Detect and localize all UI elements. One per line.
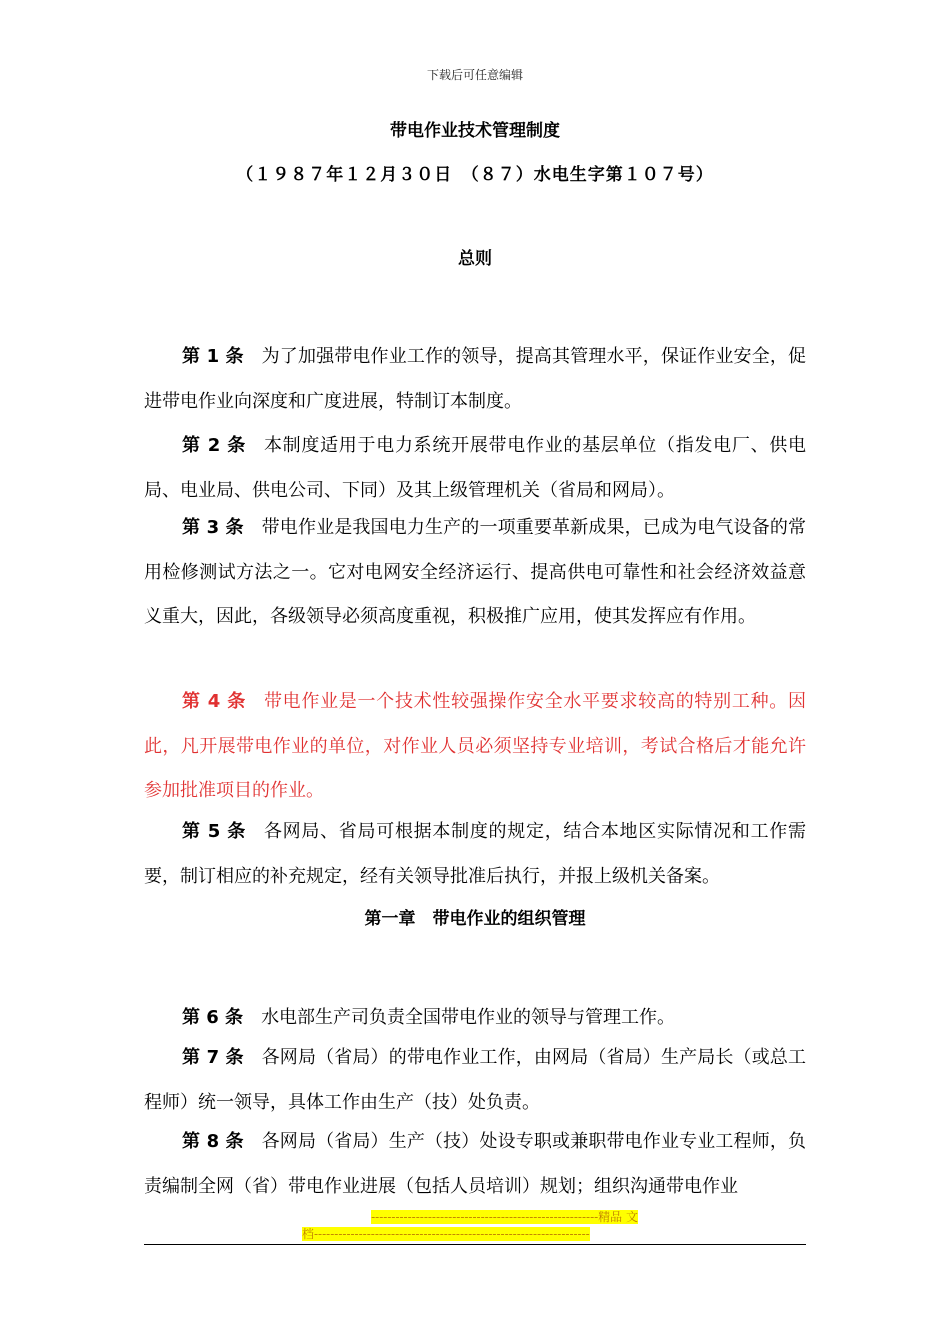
article-8 xyxy=(144,1120,806,1209)
footer-divider xyxy=(144,1244,806,1245)
article-text: 本制度适用于电力系统开展带电作业的基层单位（指发电厂、供电局、电业局、供电公司、下同）及其上级管理机关（省局和网局）。 xyxy=(144,435,807,501)
article-text: 水电部生产司负责全国带电作业的领导与管理工作。 xyxy=(261,1007,676,1028)
article-number: 第 4 条 xyxy=(182,691,246,712)
article-6 xyxy=(144,996,806,1041)
article-number: 第 1 条 xyxy=(182,346,244,367)
footer-banner-line-1: --------------------------------------------------------精品 文 xyxy=(371,1210,638,1224)
article-number: 第 2 条 xyxy=(182,435,246,456)
article-number: 第 7 条 xyxy=(182,1047,244,1068)
article-text: 各网局（省局）生产（技）处设专职或兼职带电作业专业工程师，负责编制全网（省）带电作业进展（包括人员培训）规划；组织沟通带电作业 xyxy=(144,1131,806,1197)
article-text: 各网局（省局）的带电作业工作，由网局（省局）生产局长（或总工程师）统一领导，具体工作由生产（技）处负责。 xyxy=(144,1047,806,1113)
footer-banner xyxy=(302,1209,648,1243)
article-4-highlighted xyxy=(144,680,806,814)
footer-banner-line-2: 档-------------------------------------------------------------------- xyxy=(302,1227,590,1241)
document-subtitle: （１９８７年１２月３０日 （８７）水电生字第１０７号） xyxy=(236,165,714,185)
document-title: 带电作业技术管理制度 xyxy=(390,121,560,141)
article-text: 带电作业是一个技术性较强操作安全水平要求较高的特别工种。因此，凡开展带电作业的单位，对作业人员必须坚持专业培训，考试合格后才能允许参加批准项目的作业。 xyxy=(144,691,807,801)
article-1 xyxy=(144,335,806,424)
article-number: 第 6 条 xyxy=(182,1007,244,1028)
section-heading-chapter-1: 第一章 带电作业的组织管理 xyxy=(364,909,586,929)
article-number: 第 3 条 xyxy=(182,517,244,538)
article-text: 为了加强带电作业工作的领导，提高其管理水平，保证作业安全，促进带电作业向深度和广度进展，特制订本制度。 xyxy=(144,346,806,412)
article-3 xyxy=(144,506,806,640)
article-number: 第 8 条 xyxy=(182,1131,244,1152)
article-2 xyxy=(144,424,806,513)
article-text: 带电作业是我国电力生产的一项重要革新成果，已成为电气设备的常用检修测试方法之一。它对电网安全经济运行、提高供电可靠性和社会经济效益意义重大，因此，各级领导必须高度重视，积极推广应用，使其发挥应有作用。 xyxy=(144,517,806,627)
article-number: 第 5 条 xyxy=(182,821,246,842)
article-text: 各网局、省局可根据本制度的规定，结合本地区实际情况和工作需要，制订相应的补充规定，经有关领导批准后执行，并报上级机关备案。 xyxy=(144,821,807,887)
header-note: 下载后可任意编辑 xyxy=(426,68,523,82)
article-5 xyxy=(144,810,806,899)
section-heading-general: 总则 xyxy=(458,249,492,269)
article-7 xyxy=(144,1036,806,1125)
